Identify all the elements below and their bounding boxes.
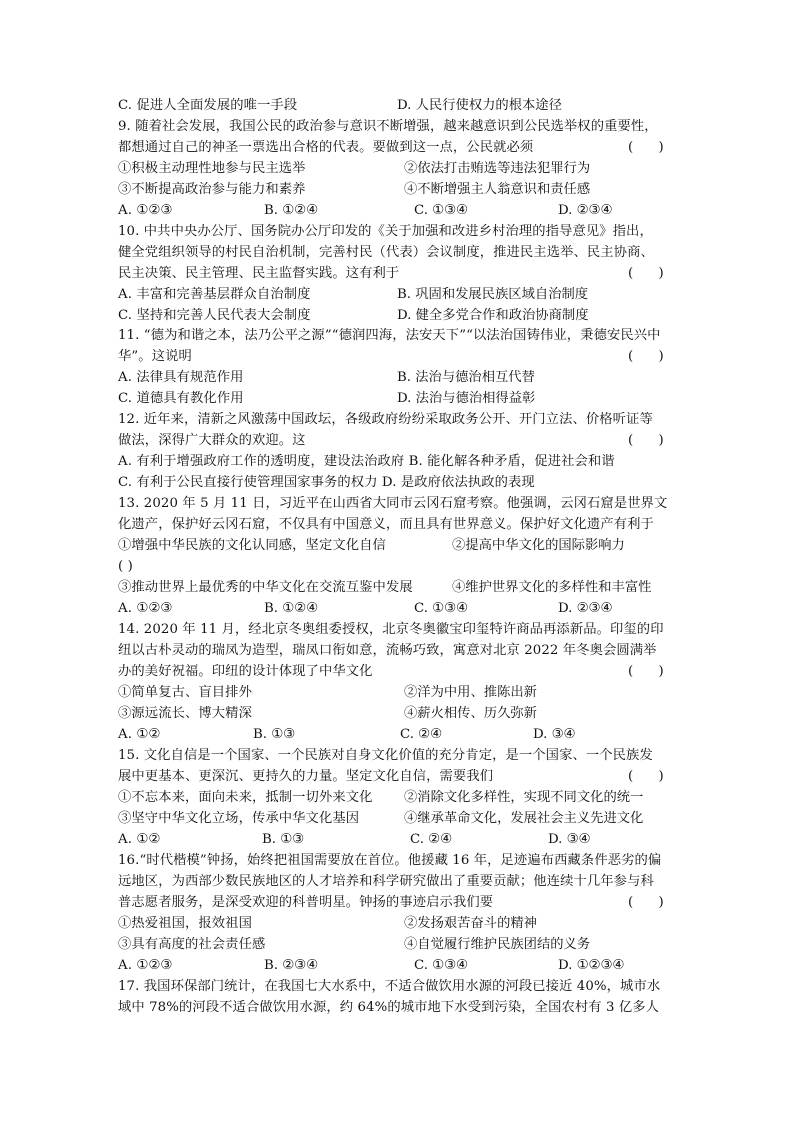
q14-option-a[interactable]: A. ①② bbox=[118, 727, 161, 742]
q14-option-b[interactable]: B. ①③ bbox=[253, 727, 296, 742]
q10-stem-line: 民主决策、民主管理、民主监督实践。这有利于 bbox=[118, 266, 400, 281]
q16-option-c[interactable]: C. ①③④ bbox=[414, 958, 468, 973]
q11-answer-bracket[interactable]: ( ) bbox=[628, 349, 664, 364]
q13-statement-4: ④维护世界文化的多样性和丰富性 bbox=[452, 580, 652, 595]
q9-option-d[interactable]: D. ②③④ bbox=[558, 203, 613, 218]
q16-stem-line: 普志愿者服务，是深受欢迎的科普明星。钟扬的事迹启示我们要 bbox=[118, 895, 494, 910]
q12-options-ab[interactable]: A. 有利于增强政府工作的透明度，建设法治政府 B. 能化解各种矛盾，促进社会和谐 bbox=[118, 454, 615, 469]
q14-stem-line: 办的美好祝福。印纽的设计体现了中华文化 bbox=[118, 664, 373, 679]
q14-statement-1: ①简单复古、盲目排外 bbox=[118, 685, 252, 700]
q16-option-d[interactable]: D. ①②③④ bbox=[558, 958, 625, 973]
q8-option-c: C. 促进人全面发展的唯一手段 bbox=[118, 98, 298, 113]
q10-option-a[interactable]: A. 丰富和完善基层群众自治制度 bbox=[118, 287, 311, 302]
q16-option-a[interactable]: A. ①②③ bbox=[118, 958, 173, 973]
q15-statement-4: ④继承革命文化，发展社会主义先进文化 bbox=[404, 811, 644, 826]
q13-statement-1: ①增强中华民族的文化认同感，坚定文化自信 bbox=[118, 538, 386, 553]
q15-statement-3: ③坚守中华文化立场，传承中华文化基因 bbox=[118, 811, 360, 826]
q10-stem-line: 10. 中共中央办公厅、国务院办公厅印发的《关于加强和改进乡村治理的指导意见》指出， bbox=[118, 224, 653, 239]
q11-option-d[interactable]: D. 法治与德治相得益彰 bbox=[397, 391, 536, 406]
q16-stem-line: 远地区，为西部少数民族地区的人才培养和科学研究做出了重要贡献；他连续十几年参与科 bbox=[118, 874, 654, 889]
q13-statement-2: ②提高中华文化的国际影响力 bbox=[452, 538, 625, 553]
q16-option-b[interactable]: B. ②③④ bbox=[264, 958, 318, 973]
q14-answer-bracket[interactable]: ( ) bbox=[628, 664, 664, 679]
q14-statement-4: ④薪火相传、历久弥新 bbox=[404, 706, 537, 721]
q9-option-a[interactable]: A. ①②③ bbox=[118, 203, 173, 218]
q9-statement-4: ④不断增强主人翁意识和责任感 bbox=[404, 182, 591, 197]
q12-answer-bracket[interactable]: ( ) bbox=[628, 433, 664, 448]
q10-answer-bracket[interactable]: ( ) bbox=[628, 266, 664, 281]
q14-option-c[interactable]: C. ②④ bbox=[400, 727, 442, 742]
q10-option-b[interactable]: B. 巩固和发展民族区域自治制度 bbox=[397, 287, 589, 302]
q13-stem-line: 13. 2020 年 5 月 11 日，习近平在山西省大同市云冈石窟考察。他强调，云冈石窟是世界文 bbox=[118, 496, 668, 511]
q13-option-d[interactable]: D. ②③④ bbox=[558, 601, 613, 616]
q16-statement-4: ④自觉履行维护民族团结的义务 bbox=[404, 937, 591, 952]
q15-option-d[interactable]: D. ③④ bbox=[548, 832, 591, 847]
q9-option-c[interactable]: C. ①③④ bbox=[414, 203, 468, 218]
q12-options-cd[interactable]: C. 有利于公民直接行使管理国家事务的权力 D. 是政府依法执政的表现 bbox=[118, 475, 535, 490]
q9-answer-bracket[interactable]: ( ) bbox=[628, 140, 664, 155]
q17-stem-line: 域中 78%的河段不适合做饮用水源，约 64%的城市地下水受到污染，全国农村有 3 亿多人 bbox=[118, 1000, 660, 1015]
q8-option-d: D. 人民行使权力的根本途径 bbox=[397, 98, 562, 113]
q9-stem-line: 都想通过自己的神圣一票选出合格的代表。要做到这一点，公民就必须 bbox=[118, 140, 534, 155]
q11-option-c[interactable]: C. 道德具有教化作用 bbox=[118, 391, 244, 406]
q15-answer-bracket[interactable]: ( ) bbox=[628, 769, 664, 784]
q15-statement-2: ②消除文化多样性，实现不同文化的统一 bbox=[404, 790, 644, 805]
q11-option-b[interactable]: B. 法治与德治相互代替 bbox=[397, 370, 535, 385]
q15-statement-1: ①不忘本来，面向未来，抵制一切外来文化 bbox=[118, 790, 373, 805]
q13-answer-bracket[interactable]: ( ) bbox=[118, 559, 133, 574]
q15-stem-line: 15. 文化自信是一个国家、一个民族对自身文化价值的充分肯定，是一个国家、一个民族发 bbox=[118, 748, 653, 763]
q16-answer-bracket[interactable]: ( ) bbox=[628, 895, 664, 910]
q10-stem-line: 健全党组织领导的村民自治机制，完善村民（代表）会议制度，推进民主选举、民主协商、 bbox=[118, 245, 654, 260]
q15-stem-line: 展中更基本、更深沉、更持久的力量。坚定文化自信，需要我们 bbox=[118, 769, 494, 784]
q15-option-c[interactable]: C. ②④ bbox=[410, 832, 452, 847]
q16-statement-1: ①热爱祖国，报效祖国 bbox=[118, 916, 252, 931]
q9-statement-1: ①积极主动理性地参与民主选举 bbox=[118, 161, 306, 176]
q12-stem-line: 做法，深得广大群众的欢迎。这 bbox=[118, 433, 306, 448]
q13-option-a[interactable]: A. ①②③ bbox=[118, 601, 173, 616]
q14-statement-2: ②洋为中用、推陈出新 bbox=[404, 685, 537, 700]
q16-statement-2: ②发扬艰苦奋斗的精神 bbox=[404, 916, 537, 931]
q10-option-d[interactable]: D. 健全多党合作和政治协商制度 bbox=[397, 308, 589, 323]
q11-stem-line: 华”。这说明 bbox=[118, 349, 192, 364]
q11-stem-line: 11. “德为和谐之本，法乃公平之源”“德润四海，法安天下”“以法治国铸伟业，秉德安民兴中 bbox=[118, 328, 661, 343]
q9-statement-3: ③不断提高政治参与能力和素养 bbox=[118, 182, 306, 197]
q13-statement-3: ③推动世界上最优秀的中华文化在交流互鉴中发展 bbox=[118, 580, 413, 595]
q9-statement-2: ②依法打击贿选等违法犯罪行为 bbox=[404, 161, 591, 176]
q14-option-d[interactable]: D. ③④ bbox=[533, 727, 576, 742]
q16-stem-line: 16.“时代楷模”钟扬，始终把祖国需要放在首位。他援藏 16 年，足迹遍布西藏条件恶劣的偏 bbox=[118, 853, 662, 868]
q9-stem-line: 9. 随着社会发展，我国公民的政治参与意识不断增强，越来越意识到公民选举权的重要性， bbox=[118, 119, 658, 134]
q11-option-a[interactable]: A. 法律具有规范作用 bbox=[118, 370, 244, 385]
q15-option-a[interactable]: A. ①② bbox=[118, 832, 161, 847]
q16-statement-3: ③具有高度的社会责任感 bbox=[118, 937, 266, 952]
q9-option-b[interactable]: B. ①②④ bbox=[264, 203, 318, 218]
q17-stem-line: 17. 我国环保部门统计，在我国七大水系中，不适合做饮用水源的河段已接近 40%，城市水 bbox=[118, 979, 661, 994]
q14-statement-3: ③源远流长、博大精深 bbox=[118, 706, 252, 721]
q10-option-c[interactable]: C. 坚持和完善人民代表大会制度 bbox=[118, 308, 311, 323]
q15-option-b[interactable]: B. ①③ bbox=[262, 832, 305, 847]
q13-option-b[interactable]: B. ①②④ bbox=[264, 601, 318, 616]
q12-stem-line: 12. 近年来，清新之风激荡中国政坛，各级政府纷纷采取政务公开、开门立法、价格听证等 bbox=[118, 412, 653, 427]
q14-stem-line: 纽以古朴灵动的瑞凤为造型，瑞凤口衔如意，流畅巧致，寓意对北京 2022 年冬奥会圆满举 bbox=[118, 643, 657, 658]
q13-stem-line: 化遗产，保护好云冈石窟，不仅具有中国意义，而且具有世界意义。保护好文化遗产有利于 bbox=[118, 517, 654, 532]
q13-option-c[interactable]: C. ①③④ bbox=[414, 601, 468, 616]
q14-stem-line: 14. 2020 年 11 月，经北京冬奥组委授权，北京冬奥徽宝印玺特许商品再添新品。印玺的印 bbox=[118, 622, 664, 637]
